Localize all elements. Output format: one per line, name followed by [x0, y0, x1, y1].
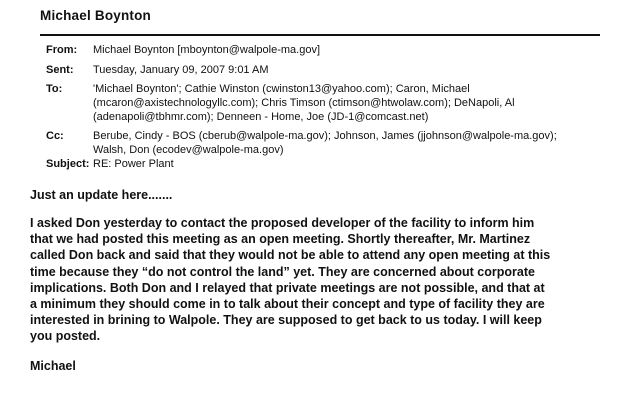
to-line: 'Michael Boynton'; Cathie Winston (cwinston13@yahoo.com); Caron, Michael [93, 83, 470, 95]
header-divider [40, 34, 600, 36]
greeting: Just an update here....... [30, 188, 173, 202]
body-line: I asked Don yesterday to contact the proposed developer of the facility to inform him [30, 216, 535, 230]
cc-line: Walsh, Don (ecodev@walpole-ma.gov) [93, 144, 284, 156]
signature: Michael [30, 359, 76, 373]
body-line: implications. Both Don and I relayed that private meetings are not possible, and that at [30, 280, 545, 295]
cc-label: Cc: [46, 130, 64, 142]
to-label: To: [46, 83, 63, 95]
subject-value: RE: Power Plant [93, 158, 174, 170]
body-line: that we had posted this meeting as an open meeting. Shortly thereafter, Mr. Martinez [30, 232, 531, 247]
sent-label: Sent: [46, 64, 74, 76]
from-label: From: [46, 44, 78, 56]
body-line: time because they “do not control the land” yet. They are concerned about corporate [30, 264, 535, 279]
body-line: a minimum they should come in to talk about their concept and type of facility they are [30, 297, 545, 312]
cc-line: Berube, Cindy - BOS (cberub@walpole-ma.gov); Johnson, James (jjohnson@walpole-ma.gov); [93, 130, 557, 142]
body-paragraph [30, 215, 630, 345]
sent-value: Tuesday, January 09, 2007 9:01 AM [93, 64, 269, 76]
to-line: (mcaron@axistechnologyllc.com); Chris Timson (ctimson@htwolaw.com); DeNapoli, Al [93, 97, 515, 109]
cc-recipients [93, 129, 598, 157]
subject-label: Subject: [46, 158, 90, 170]
body-line: interested in brining to Walpole. They are supposed to get back to us today. I will keep [30, 313, 542, 328]
to-line: (adenapoli@tbhmr.com); Denneen - Home, Joe (JD-1@comcast.net) [93, 111, 429, 123]
from-value: Michael Boynton [mboynton@walpole-ma.gov] [93, 44, 321, 56]
to-recipients [93, 82, 598, 124]
sender-name: Michael Boynton [40, 8, 152, 23]
body-line: called Don back and said that they would not be able to attend any open meeting at this [30, 248, 551, 263]
body-line: you posted. [30, 329, 101, 344]
